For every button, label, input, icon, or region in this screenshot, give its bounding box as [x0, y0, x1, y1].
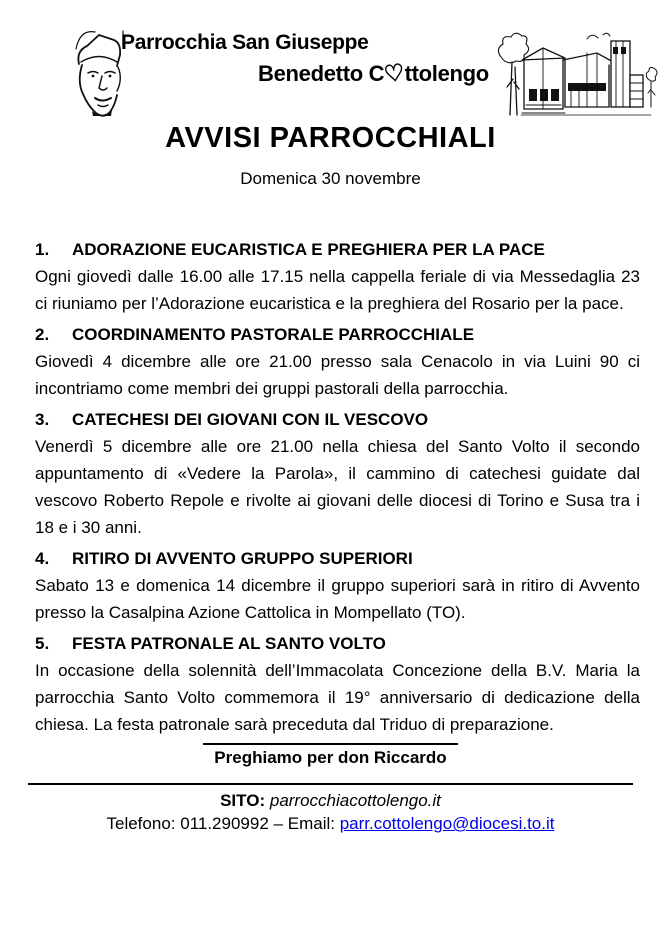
parish-name-line2-post: ttolengo: [404, 61, 489, 86]
announcement-item-4: [35, 545, 640, 626]
dash-separator: –: [273, 814, 283, 833]
email-link[interactable]: parr.cottolengo@diocesi.to.it: [339, 814, 555, 833]
section-title: FESTA PATRONALE AL SANTO VOLTO: [72, 634, 386, 653]
parish-name-line2: [258, 60, 489, 87]
site-line: [0, 790, 661, 811]
announcement-item-5: [35, 630, 640, 738]
announcements-list: [0, 236, 661, 738]
prayer-note: Preghiamo per don Riccardo: [203, 743, 457, 768]
announcement-item-1: [35, 236, 640, 317]
section-body: Giovedì 4 dicembre alle ore 21.00 presso sala Cenacolo in via Luini 90 ci incontriamo come membri dei gruppi pastorali della parrocchia.: [35, 352, 640, 398]
page-title: AVVISI PARROCCHIALI: [165, 122, 496, 154]
heart-glyph-icon: ♡: [382, 58, 407, 88]
divider-rule: [28, 783, 633, 785]
section-heading: [35, 545, 640, 572]
church-drawing-icon: [491, 27, 658, 119]
section-heading: [35, 406, 640, 433]
section-title: RITIRO DI AVVENTO GRUPPO SUPERIORI: [72, 549, 413, 568]
section-number: 4.: [35, 549, 50, 568]
section-number: 5.: [35, 634, 50, 653]
section-number: 2.: [35, 325, 50, 344]
section-heading: [35, 236, 640, 263]
announcement-item-3: [35, 406, 640, 541]
section-title: COORDINAMENTO PASTORALE PARROCCHIALE: [72, 325, 475, 344]
header: [0, 0, 661, 118]
section-number: 3.: [35, 410, 50, 429]
parish-name-line2-pre: Benedetto C: [258, 61, 385, 86]
phone-value: 011.290992: [180, 814, 269, 833]
site-label: SITO:: [220, 791, 266, 810]
email-label: Email:: [287, 814, 335, 833]
phone-line: [0, 813, 661, 834]
section-heading: [35, 321, 640, 348]
page-subtitle: Domenica 30 novembre: [240, 169, 421, 188]
phone-label: Telefono:: [106, 814, 176, 833]
section-body: Sabato 13 e domenica 14 dicembre il gruppo superiori sarà in ritiro di Avvento presso la Casalpina Azione Cattolica in Mompellato (TO).: [35, 576, 640, 622]
section-heading: [35, 630, 640, 657]
prayer-note-wrap: [0, 743, 661, 768]
section-number: 1.: [35, 240, 50, 259]
parish-name-line1: Parrocchia San Giuseppe: [121, 31, 369, 54]
section-body: Ogni giovedì dalle 16.00 alle 17.15 nella cappella feriale di via Messedaglia 23 ci riuniamo per l’Adorazione eucaristica e la preghiera del Rosario per la pace.: [35, 267, 640, 313]
section-title: ADORAZIONE EUCARISTICA E PREGHIERA PER LA PACE: [72, 240, 545, 259]
section-body: Venerdì 5 dicembre alle ore 21.00 nella chiesa del Santo Volto il secondo appuntamento di «Vedere la Parola», il cammino di catechesi guidate dal vescovo Roberto Repole e rivolte ai giovani delle diocesi di Torino e Susa tra i 18 e i 30 anni.: [35, 437, 640, 537]
section-title: CATECHESI DEI GIOVANI CON IL VESCOVO: [72, 410, 429, 429]
announcement-item-2: [35, 321, 640, 402]
site-value: parrocchiacottolengo.it: [269, 791, 441, 810]
section-body: In occasione della solennità dell’Immacolata Concezione della B.V. Maria la parrocchia Santo Volto commemora il 19° anniversario di dedicazione della chiesa. La festa patronale sarà preceduta dal Triduo di preparazione.: [35, 661, 640, 734]
